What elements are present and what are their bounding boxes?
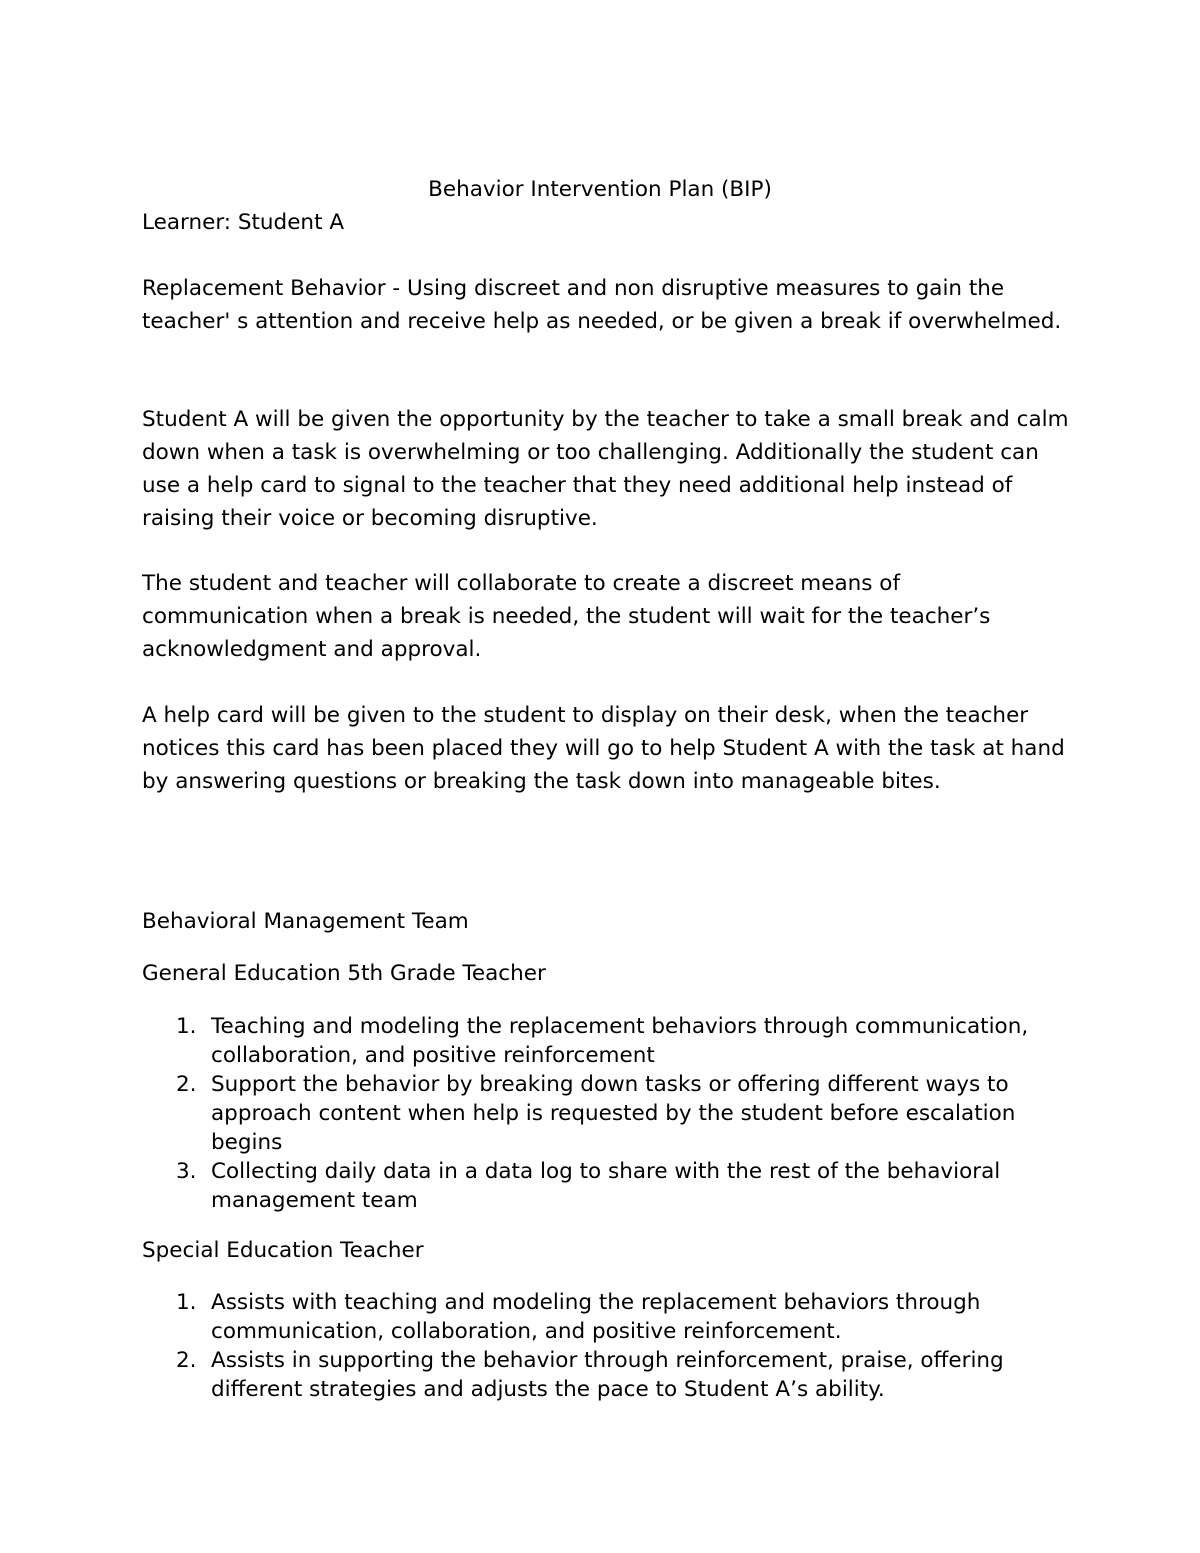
list-item-text: Assists in supporting the behavior through reinforcement, praise, offering different strategies and adjusts the pace to Student A’s ability. xyxy=(211,1348,1004,1402)
paragraph-break-opportunity: Student A will be given the opportunity by the teacher to take a small break and calm down when a task is overwhelming or too challenging. Additionally the student can use a help card to signal to the teacher that they need additional help instead of raising their voice or becoming disruptive. xyxy=(142,407,1069,531)
role-title-special-education: Special Education Teacher xyxy=(142,1238,424,1263)
list-item-text: Assists with teaching and modeling the replacement behaviors through communication, collaboration, and positive reinforcement. xyxy=(211,1290,981,1344)
list-item-number: 2. xyxy=(176,1348,197,1373)
paragraph-collaboration: The student and teacher will collaborate to create a discreet means of communication when a break is needed, the student will wait for the teacher’s acknowledgment and approval. xyxy=(142,571,991,662)
list-item xyxy=(142,1070,1072,1157)
list-item-text: Support the behavior by breaking down tasks or offering different ways to approach content when help is requested by the student before escalation begins xyxy=(211,1072,1016,1155)
general-education-duties-list xyxy=(142,1012,1072,1215)
special-education-duties-list xyxy=(142,1288,1072,1404)
list-item xyxy=(142,1157,1072,1215)
list-item xyxy=(142,1346,1072,1404)
list-item-text: Collecting daily data in a data log to share with the rest of the behavioral management team xyxy=(211,1159,1001,1213)
list-item-number: 2. xyxy=(176,1072,197,1097)
paragraph-help-card: A help card will be given to the student to display on their desk, when the teacher notices this card has been placed they will go to help Student A with the task at hand by answering questions or breaking the task down into manageable bites. xyxy=(142,703,1065,794)
document-title: Behavior Intervention Plan (BIP) xyxy=(428,177,772,202)
list-item-number: 1. xyxy=(176,1290,197,1315)
list-item-number: 1. xyxy=(176,1014,197,1039)
list-item xyxy=(142,1288,1072,1346)
list-item xyxy=(142,1012,1072,1070)
role-title-general-education: General Education 5th Grade Teacher xyxy=(142,961,546,986)
learner-line: Learner: Student A xyxy=(142,210,345,235)
paragraph-replacement-behavior: Replacement Behavior - Using discreet and non disruptive measures to gain the teacher' s attention and receive help as needed, or be given a break if overwhelmed. xyxy=(142,276,1062,334)
team-heading: Behavioral Management Team xyxy=(142,909,469,934)
list-item-number: 3. xyxy=(176,1159,197,1184)
list-item-text: Teaching and modeling the replacement behaviors through communication, collaboration, and positive reinforcement xyxy=(211,1014,1029,1068)
